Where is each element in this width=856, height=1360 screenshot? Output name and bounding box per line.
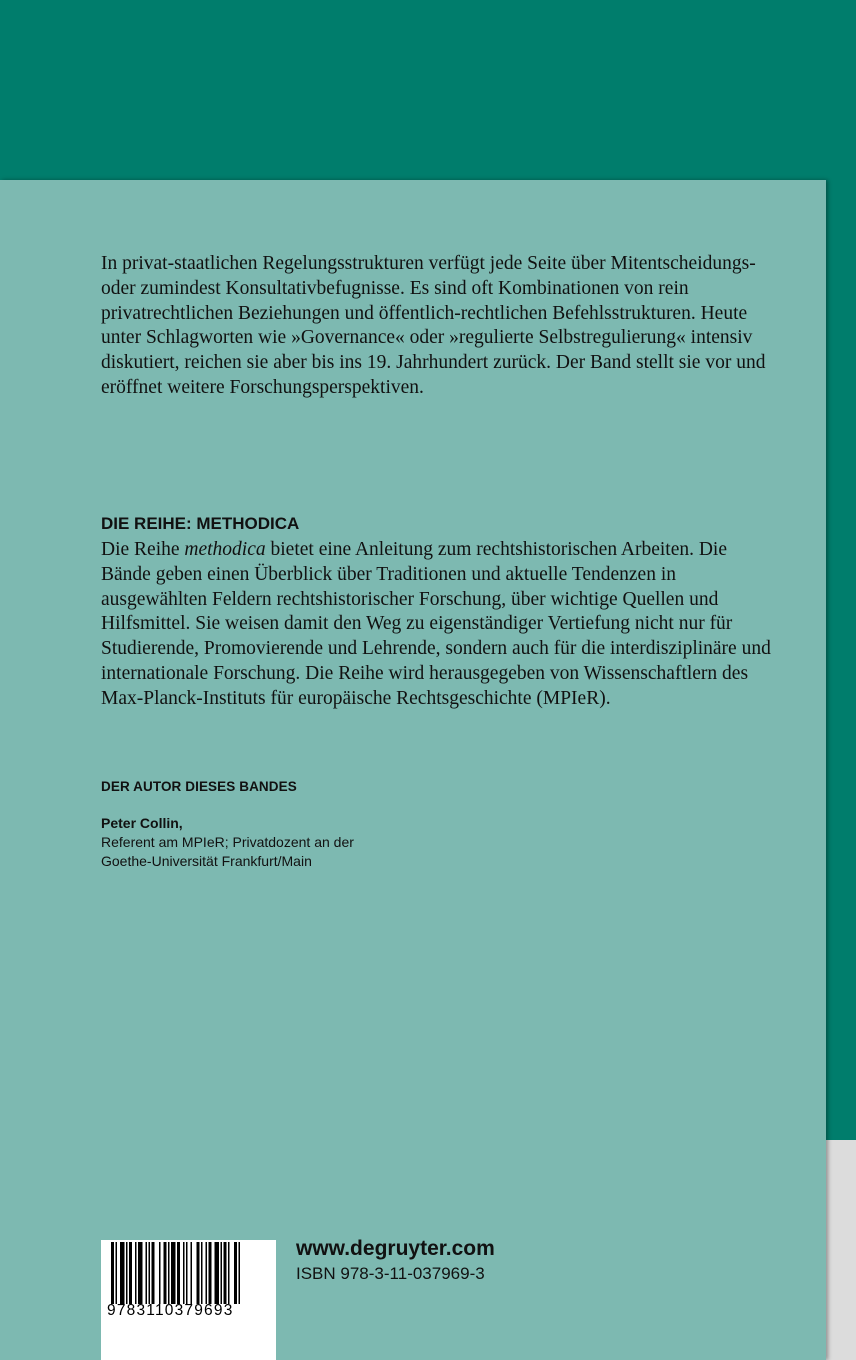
barcode-bar (206, 1242, 208, 1304)
isbn-barcode (101, 1240, 276, 1360)
isbn-number: ISBN 978-3-11-037969-3 (296, 1264, 485, 1283)
barcode-bar (186, 1242, 188, 1304)
barcode-bar (164, 1242, 167, 1304)
barcode-bar (234, 1242, 237, 1304)
series-text-before: Die Reihe (101, 539, 185, 560)
barcode-bar (221, 1242, 223, 1304)
barcode-bar (201, 1242, 203, 1304)
barcode-bar (116, 1242, 118, 1304)
series-heading: DIE REIHE: METHODICA (101, 514, 300, 533)
barcode-bar (152, 1242, 155, 1304)
barcode-bar (135, 1242, 137, 1304)
series-text-after: bietet eine Anleitung zum rechtshistorischen Arbeiten. Die Bände geben einen Überblick über Traditionen und aktuelle Tendenzen in ausgewählten Feldern rechtshistorischer Forschung, über wichtige Quellen und Hilfsmittel. Sie weisen damit den Weg zu eigenständiger Vertiefung nicht nur für Studierende, Promovierende und Lehrende, sondern auch für die interdisziplinäre und internationale Forschung. Die Reihe wird herausgegeben von Wissenschaftlern des Max-Planck-Instituts für europäische Rechtsgeschichte (MPIeR). (101, 539, 771, 709)
author-role-line1: Referent am MPIeR; Privatdozent an der (101, 834, 354, 850)
barcode-bar (171, 1242, 176, 1304)
barcode-bar (138, 1242, 143, 1304)
publisher-website: www.degruyter.com (296, 1237, 495, 1260)
barcode-bar (146, 1242, 148, 1304)
author-name: Peter Collin, (101, 815, 183, 831)
book-blurb: In privat-staatlichen Regelungsstrukturen verfügt jede Seite über Mitentscheidungs- oder zumindest Konsultativbefugnisse. Es sind oft Kombinationen von rein privatrechtlichen Beziehungen und öffentlich-rechtlichen Befehlsstrukturen. Heute unter Schlagworten wie »Governance« oder »regulierte Selbstregulierung« intensiv diskutiert, reichen sie aber bis ins 19. Jahrhundert zurück. Der Band stellt sie vor und eröffnet weitere Forschungsperspektiven. (101, 253, 766, 398)
barcode-bar (224, 1242, 227, 1304)
page-edge-strip (826, 1140, 856, 1360)
barcode-bars (101, 1240, 276, 1360)
barcode-bar (159, 1242, 161, 1304)
author-role (101, 833, 461, 870)
barcode-bar (120, 1242, 125, 1304)
barcode-bar (168, 1242, 170, 1304)
series-description (101, 538, 781, 712)
series-name: methodica (184, 539, 266, 560)
author-role-line2: Goethe-Universität Frankfurt/Main (101, 852, 312, 869)
barcode-bar (215, 1242, 220, 1304)
barcode-bar (129, 1242, 132, 1304)
barcode-bar (239, 1242, 241, 1304)
barcode-bar (126, 1242, 128, 1304)
barcode-bar (209, 1242, 212, 1304)
author-heading: DER AUTOR DIESES BANDES (101, 779, 297, 794)
barcode-bar (191, 1242, 193, 1304)
barcode-bar (183, 1242, 185, 1304)
barcode-bar (149, 1242, 151, 1304)
barcode-bar (197, 1242, 200, 1304)
barcode-bar (228, 1242, 230, 1304)
barcode-bar (111, 1242, 114, 1304)
barcode-digits: 9783110379693 (107, 1302, 234, 1319)
barcode-bar (177, 1242, 180, 1304)
